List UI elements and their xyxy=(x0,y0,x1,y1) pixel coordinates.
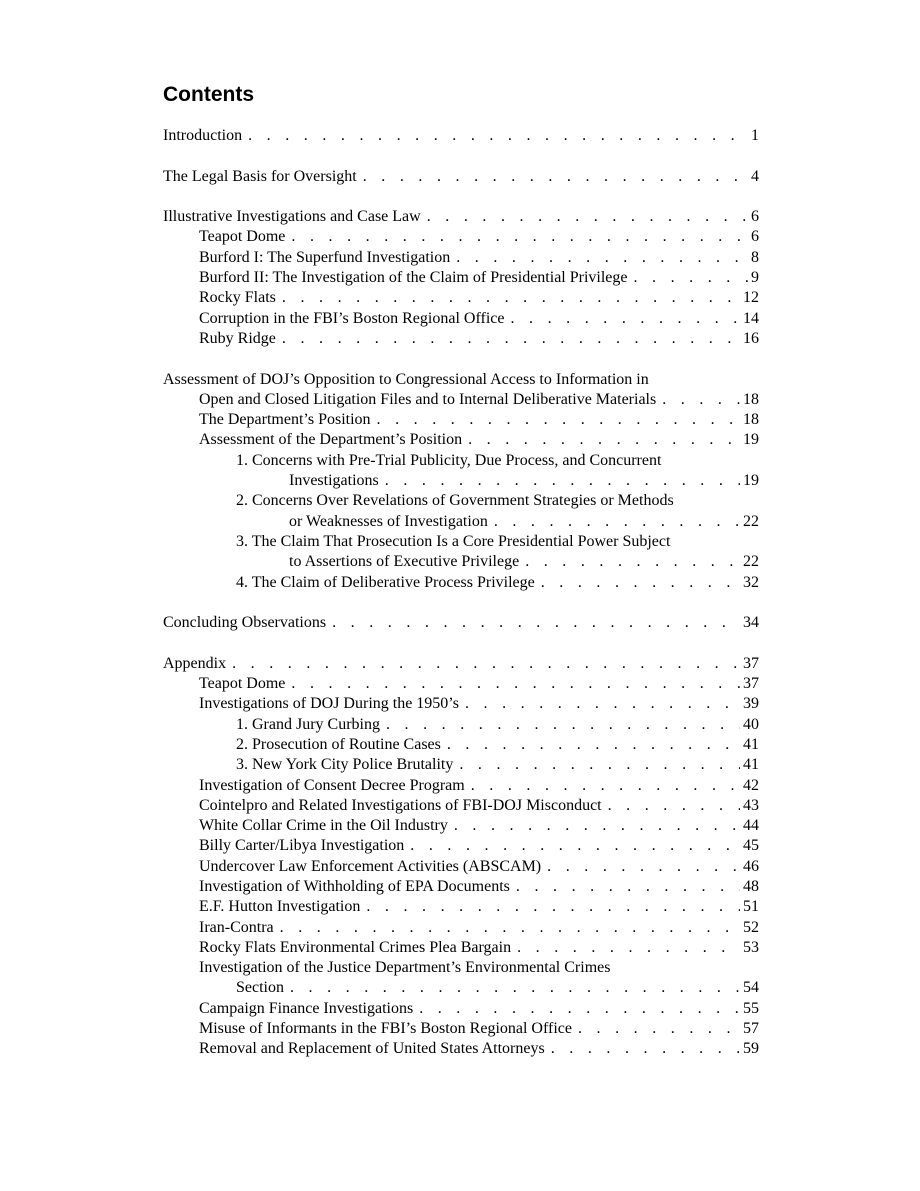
dot-leader xyxy=(282,288,740,308)
toc-entry xyxy=(163,674,759,694)
toc-entry xyxy=(163,390,759,410)
dot-leader xyxy=(471,776,740,796)
toc-page-number: 54 xyxy=(743,979,759,997)
toc-entry xyxy=(163,796,759,816)
dot-leader xyxy=(447,735,740,755)
toc-title: Rocky Flats Environmental Crimes Plea Bargain xyxy=(199,938,512,956)
toc-entry xyxy=(163,1039,759,1059)
dot-leader xyxy=(662,390,740,410)
toc-entry xyxy=(163,207,759,227)
toc-title: Burford I: The Superfund Investigation xyxy=(199,248,451,266)
toc-page-number: 44 xyxy=(743,817,759,835)
dot-leader xyxy=(248,126,748,146)
toc-page-number: 6 xyxy=(751,208,759,226)
toc-title: Assessment of the Department’s Position xyxy=(199,431,463,449)
toc-title: Investigations of DOJ During the 1950’s xyxy=(199,695,459,713)
toc-title: Iran-Contra xyxy=(199,918,274,936)
toc-entry xyxy=(163,715,759,735)
toc-title: Billy Carter/Libya Investigation xyxy=(199,837,405,855)
toc-page-number: 18 xyxy=(743,390,759,408)
toc-page-number: 37 xyxy=(743,675,759,693)
toc-entry xyxy=(163,836,759,856)
contents-heading: Contents xyxy=(163,83,254,106)
toc-page-number: 46 xyxy=(743,857,759,875)
toc-page-number: 55 xyxy=(743,999,759,1017)
toc-title: Campaign Finance Investigations xyxy=(199,999,414,1017)
toc-page-number: 22 xyxy=(743,553,759,571)
toc-entry xyxy=(163,654,759,674)
toc-entry xyxy=(163,735,759,755)
toc-page-number: 42 xyxy=(743,776,759,794)
toc-page-number: 59 xyxy=(743,1040,759,1058)
toc-entry xyxy=(163,288,759,308)
toc-page-number: 41 xyxy=(743,735,759,753)
toc-page-number: 57 xyxy=(743,1020,759,1038)
toc-entry xyxy=(163,999,759,1019)
toc-page-number: 6 xyxy=(751,228,759,246)
toc-title: Investigation of Withholding of EPA Documents xyxy=(199,877,510,895)
toc-entry xyxy=(163,430,759,450)
toc-page-number: 18 xyxy=(743,411,759,429)
toc-page-number: 45 xyxy=(743,837,759,855)
toc-title-line: Investigation of the Justice Department’s Environmental Crimes xyxy=(199,959,611,977)
dot-leader xyxy=(386,715,740,735)
toc-page-number: 22 xyxy=(743,512,759,530)
toc-title: Section xyxy=(236,979,284,997)
toc-page-number: 40 xyxy=(743,715,759,733)
toc-entry xyxy=(163,573,759,593)
toc-page-number: 12 xyxy=(743,289,759,307)
dot-leader xyxy=(427,207,748,227)
dot-leader xyxy=(525,552,740,572)
dot-leader xyxy=(366,897,740,917)
toc-page-number: 51 xyxy=(743,898,759,916)
toc-title: Burford II: The Investigation of the Claim of Presidential Privilege xyxy=(199,269,628,287)
toc-title: The Legal Basis for Oversight xyxy=(163,167,357,185)
dot-leader xyxy=(282,329,740,349)
toc-entry xyxy=(163,918,759,938)
toc-page-number: 37 xyxy=(743,654,759,672)
dot-leader xyxy=(510,309,740,329)
toc-title: Undercover Law Enforcement Activities (ABSCAM) xyxy=(199,857,542,875)
toc-title: Investigations xyxy=(289,472,379,490)
toc-page-number: 8 xyxy=(751,248,759,266)
toc-title-line: 2. Concerns Over Revelations of Government Strategies or Methods xyxy=(236,492,674,510)
dot-leader xyxy=(547,857,740,877)
toc-entry xyxy=(163,167,759,187)
toc-entry xyxy=(163,552,759,572)
toc-entry xyxy=(163,755,759,775)
dot-leader xyxy=(290,978,740,998)
dot-leader xyxy=(377,410,740,430)
toc-entry xyxy=(163,268,759,288)
toc-title: 1. Grand Jury Curbing xyxy=(236,715,380,733)
dot-leader xyxy=(456,248,748,268)
toc-page-number: 34 xyxy=(743,614,759,632)
toc-entry xyxy=(163,694,759,714)
toc-title-line: Assessment of DOJ’s Opposition to Congressional Access to Information in xyxy=(163,370,649,388)
toc-title: Removal and Replacement of United States Attorneys xyxy=(199,1040,545,1058)
toc-page-number: 4 xyxy=(751,167,759,185)
toc-title: Ruby Ridge xyxy=(199,329,276,347)
toc-entry xyxy=(163,938,759,958)
toc-title: White Collar Crime in the Oil Industry xyxy=(199,817,448,835)
toc-page-number: 53 xyxy=(743,938,759,956)
toc-entry xyxy=(163,816,759,836)
toc-entry xyxy=(163,613,759,633)
dot-leader xyxy=(608,796,740,816)
toc-title: Rocky Flats xyxy=(199,289,276,307)
dot-leader xyxy=(468,430,740,450)
toc-page-number: 52 xyxy=(743,918,759,936)
toc-entry xyxy=(163,857,759,877)
toc-title-line: 1. Concerns with Pre-Trial Publicity, Due Process, and Concurrent xyxy=(236,451,662,469)
dot-leader xyxy=(541,573,740,593)
dot-leader xyxy=(410,836,740,856)
toc-title: Illustrative Investigations and Case Law xyxy=(163,208,421,226)
toc-page-number: 1 xyxy=(751,127,759,144)
dot-leader xyxy=(578,1019,740,1039)
toc-title: The Department’s Position xyxy=(199,411,371,429)
toc-entry xyxy=(163,512,759,532)
toc-entry xyxy=(163,1019,759,1039)
toc-page-number: 19 xyxy=(743,472,759,490)
toc-page-number: 9 xyxy=(751,269,759,287)
toc-title: Concluding Observations xyxy=(163,614,327,632)
toc-title: E.F. Hutton Investigation xyxy=(199,898,361,916)
toc-entry xyxy=(163,227,759,247)
dot-leader xyxy=(634,268,749,288)
dot-leader xyxy=(291,674,740,694)
dot-leader xyxy=(465,694,740,714)
dot-leader xyxy=(551,1039,740,1059)
dot-leader xyxy=(385,471,740,491)
toc-entry xyxy=(163,897,759,917)
dot-leader xyxy=(454,816,740,836)
toc-title: 3. New York City Police Brutality xyxy=(236,756,454,774)
dot-leader xyxy=(516,877,740,897)
toc-title: Open and Closed Litigation Files and to Internal Deliberative Materials xyxy=(199,390,657,408)
toc-page-number: 39 xyxy=(743,695,759,713)
toc-entry xyxy=(163,248,759,268)
dot-leader xyxy=(363,167,748,187)
toc-entry xyxy=(163,877,759,897)
dot-leader xyxy=(332,613,740,633)
dot-leader xyxy=(459,755,740,775)
toc-page-number: 16 xyxy=(743,329,759,347)
toc-page-number: 48 xyxy=(743,877,759,895)
toc-page-number: 43 xyxy=(743,796,759,814)
toc-entry xyxy=(163,126,759,146)
toc-page-number: 14 xyxy=(743,309,759,327)
toc-entry xyxy=(163,471,759,491)
toc-entry xyxy=(163,329,759,349)
dot-leader xyxy=(419,999,740,1019)
dot-leader xyxy=(517,938,740,958)
toc-entry xyxy=(163,309,759,329)
dot-leader xyxy=(232,654,740,674)
toc-title: 4. The Claim of Deliberative Process Privilege xyxy=(236,573,535,591)
toc-title: or Weaknesses of Investigation xyxy=(289,512,488,530)
toc-page-number: 32 xyxy=(743,573,759,591)
dot-leader xyxy=(291,227,748,247)
toc-title: Teapot Dome xyxy=(199,675,286,693)
toc-page-number: 41 xyxy=(743,756,759,774)
toc-title: Cointelpro and Related Investigations of FBI-DOJ Misconduct xyxy=(199,796,602,814)
toc-title: Misuse of Informants in the FBI’s Boston Regional Office xyxy=(199,1020,572,1038)
toc-page-number: 19 xyxy=(743,431,759,449)
toc-title: Teapot Dome xyxy=(199,228,286,246)
toc-title-line: 3. The Claim That Prosecution Is a Core Presidential Power Subject xyxy=(236,532,671,550)
toc-title: Appendix xyxy=(163,654,227,672)
toc-title: 2. Prosecution of Routine Cases xyxy=(236,735,441,753)
toc-title: Investigation of Consent Decree Program xyxy=(199,776,465,794)
toc-title: Corruption in the FBI’s Boston Regional Office xyxy=(199,309,505,327)
dot-leader xyxy=(494,512,740,532)
table-of-contents xyxy=(163,126,759,1060)
dot-leader xyxy=(280,918,740,938)
toc-entry xyxy=(163,410,759,430)
toc-title: Introduction xyxy=(163,127,243,144)
toc-entry xyxy=(163,776,759,796)
toc-title: to Assertions of Executive Privilege xyxy=(289,553,520,571)
toc-entry xyxy=(163,978,759,998)
